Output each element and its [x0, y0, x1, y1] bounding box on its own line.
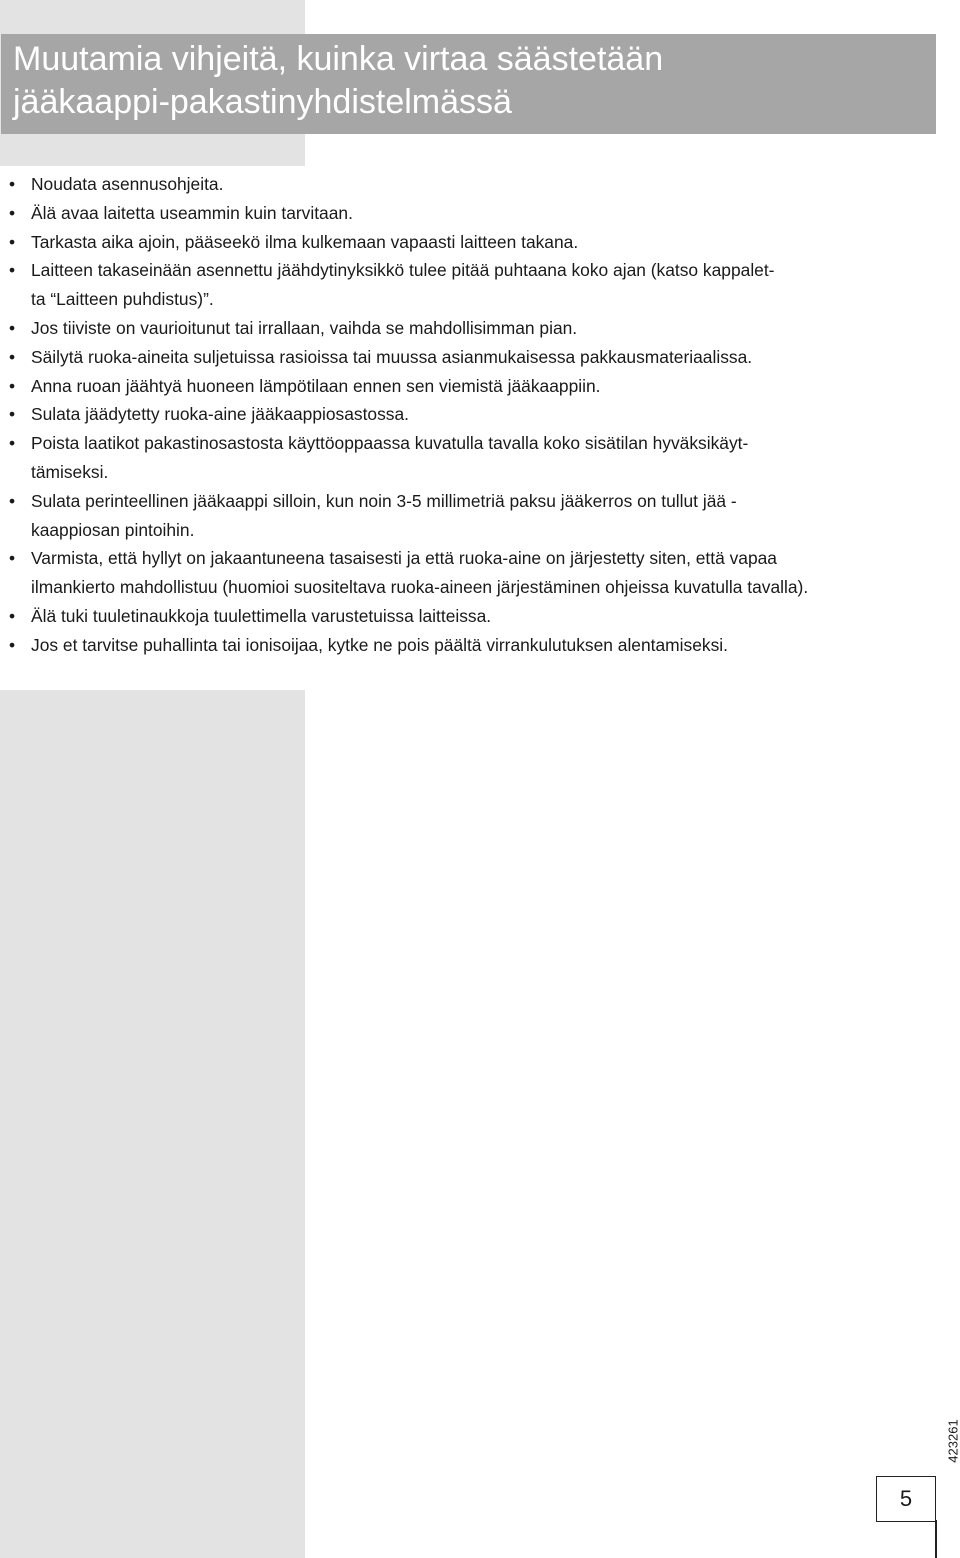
page-title-line: Muutamia vihjeitä, kuinka virtaa säästetään: [13, 40, 664, 78]
bullet-marker: •: [9, 548, 16, 569]
page-number: 5: [876, 1476, 936, 1522]
list-item: [0, 429, 935, 487]
page-header: [1, 34, 936, 134]
document-code: 423261: [945, 1419, 960, 1463]
list-item-text: Jos tiiviste on vaurioitunut tai irrallaan, vaihda se mahdollisimman pian.: [31, 317, 578, 338]
bullet-marker: •: [9, 634, 16, 655]
bullet-marker: •: [9, 231, 16, 252]
bullet-marker: •: [9, 260, 16, 281]
bullet-marker: •: [9, 490, 16, 511]
list-item: [0, 544, 935, 602]
list-item: [0, 199, 935, 228]
list-item-text: Sulata perinteellinen jääkaappi silloin, kun noin 3-5 millimetriä paksu jääkerros on tullut jää -: [31, 490, 737, 511]
content-area: [0, 166, 935, 690]
list-item: [0, 343, 935, 372]
list-item: [0, 487, 935, 545]
list-item: [0, 170, 935, 199]
list-item: [0, 228, 935, 257]
bullet-marker: •: [9, 375, 16, 396]
list-item: [0, 400, 935, 429]
list-item-text: Älä tuki tuuletinaukkoja tuulettimella varustetuissa laitteissa.: [31, 605, 492, 626]
bullet-marker: •: [9, 202, 16, 223]
bullet-marker: •: [9, 404, 16, 425]
list-item-text: ilmankierto mahdollistuu (huomioi suositeltava ruoka-aineen järjestäminen ohjeissa kuvatulla tavalla).: [31, 577, 809, 598]
list-item-text: Laitteen takaseinään asennettu jäähdytinyksikkö tulee pitää puhtaana koko ajan (katso kappalet-: [31, 260, 775, 281]
tips-list: [0, 166, 935, 660]
list-item-text: Älä avaa laitetta useammin kuin tarvitaan.: [31, 202, 353, 223]
list-item-text: Poista laatikot pakastinosastosta käyttöoppaassa kuvatulla tavalla koko sisätilan hyväksikäyt-: [31, 433, 749, 454]
list-item: [0, 314, 935, 343]
bullet-marker: •: [9, 433, 16, 454]
list-item-text: Jos et tarvitse puhallinta tai ionisoijaa, kytke ne pois päältä virrankulutuksen alentamiseksi.: [31, 634, 728, 655]
list-item-text: ta “Laitteen puhdistus)”.: [31, 289, 214, 310]
list-item-text: Anna ruoan jäähtyä huoneen lämpötilaan ennen sen viemistä jääkaappiin.: [31, 375, 601, 396]
list-item-text: Varmista, että hyllyt on jakaantuneena tasaisesti ja että ruoka-aine on järjestetty siten, että vapaa: [31, 548, 777, 569]
bullet-marker: •: [9, 346, 16, 367]
list-item-text: Sulata jäädytetty ruoka-aine jääkaappiosastossa.: [31, 404, 410, 425]
page-number-rule: [935, 1520, 937, 1558]
bullet-marker: •: [9, 174, 16, 194]
list-item-text: Säilytä ruoka-aineita suljetuissa rasioissa tai muussa asianmukaisessa pakkausmateriaalissa.: [31, 346, 753, 367]
list-item-text: Noudata asennusohjeita.: [31, 174, 224, 194]
list-item-text: tämiseksi.: [31, 461, 109, 482]
page-title: [13, 38, 936, 124]
list-item: [0, 256, 935, 314]
list-item-text: Tarkasta aika ajoin, pääseekö ilma kulkemaan vapaasti laitteen takana.: [31, 231, 579, 252]
list-item-text: kaappiosan pintoihin.: [31, 519, 195, 540]
bullet-marker: •: [9, 317, 16, 338]
list-item: [0, 631, 935, 660]
bullet-marker: •: [9, 605, 16, 626]
list-item: [0, 372, 935, 401]
list-item: [0, 602, 935, 631]
page-title-line: jääkaappi-pakastinyhdistelmässä: [13, 83, 512, 121]
